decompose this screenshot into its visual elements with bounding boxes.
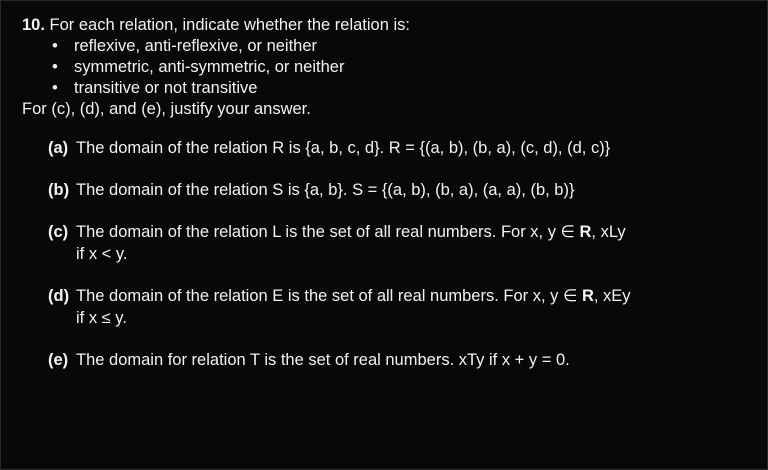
criteria-text: transitive or not transitive — [74, 79, 258, 97]
criteria-item — [52, 57, 752, 78]
part-label: (d) — [48, 287, 70, 305]
part-text — [76, 221, 752, 243]
parts-list — [22, 137, 752, 371]
real-numbers-symbol: R — [581, 287, 594, 305]
part-a — [48, 137, 752, 159]
part-c — [48, 221, 752, 265]
part-text: The domain for relation T is the set of real numbers. xTy if x + y = 0. — [76, 351, 570, 369]
part-text-before: The domain of the relation L is the set of all real numbers. For x, y ∈ — [76, 223, 580, 241]
question-prompt — [22, 15, 752, 36]
part-label: (b) — [48, 181, 70, 199]
part-b — [48, 179, 752, 201]
part-text-after: , xEy — [593, 287, 631, 305]
part-label: (c) — [48, 223, 69, 241]
real-numbers-symbol: R — [579, 223, 592, 241]
part-label: (e) — [48, 351, 69, 369]
part-e — [48, 349, 752, 371]
part-text-after: , xLy — [591, 223, 626, 241]
part-d — [48, 285, 752, 329]
part-text-before: The domain of the relation E is the set of all real numbers. For x, y ∈ — [76, 287, 582, 305]
criteria-text: reflexive, anti-reflexive, or neither — [74, 37, 318, 55]
part-text-line2: if x < y. — [76, 245, 128, 263]
question-prompt-text: For each relation, indicate whether the relation is: — [49, 16, 410, 34]
part-text: The domain of the relation R is {a, b, c, d}. R = {(a, b), (b, a), (c, d), (d, c)} — [76, 139, 611, 157]
bullet-icon: • — [52, 37, 58, 55]
part-text — [76, 285, 752, 307]
bullet-icon: • — [52, 58, 58, 76]
criteria-text: symmetric, anti-symmetric, or neither — [74, 58, 345, 76]
question-number: 10. — [22, 16, 45, 34]
part-text: The domain of the relation S is {a, b}. S = {(a, b), (b, a), (a, a), (b, b)} — [76, 181, 575, 199]
question-block — [22, 15, 752, 391]
criteria-list — [22, 36, 752, 99]
justify-note: For (c), (d), and (e), justify your answer. — [22, 100, 311, 118]
criteria-item — [52, 36, 752, 57]
criteria-item — [52, 78, 752, 99]
bullet-icon: • — [52, 79, 58, 97]
part-text-line2: if x ≤ y. — [76, 309, 127, 327]
part-label: (a) — [48, 139, 69, 157]
